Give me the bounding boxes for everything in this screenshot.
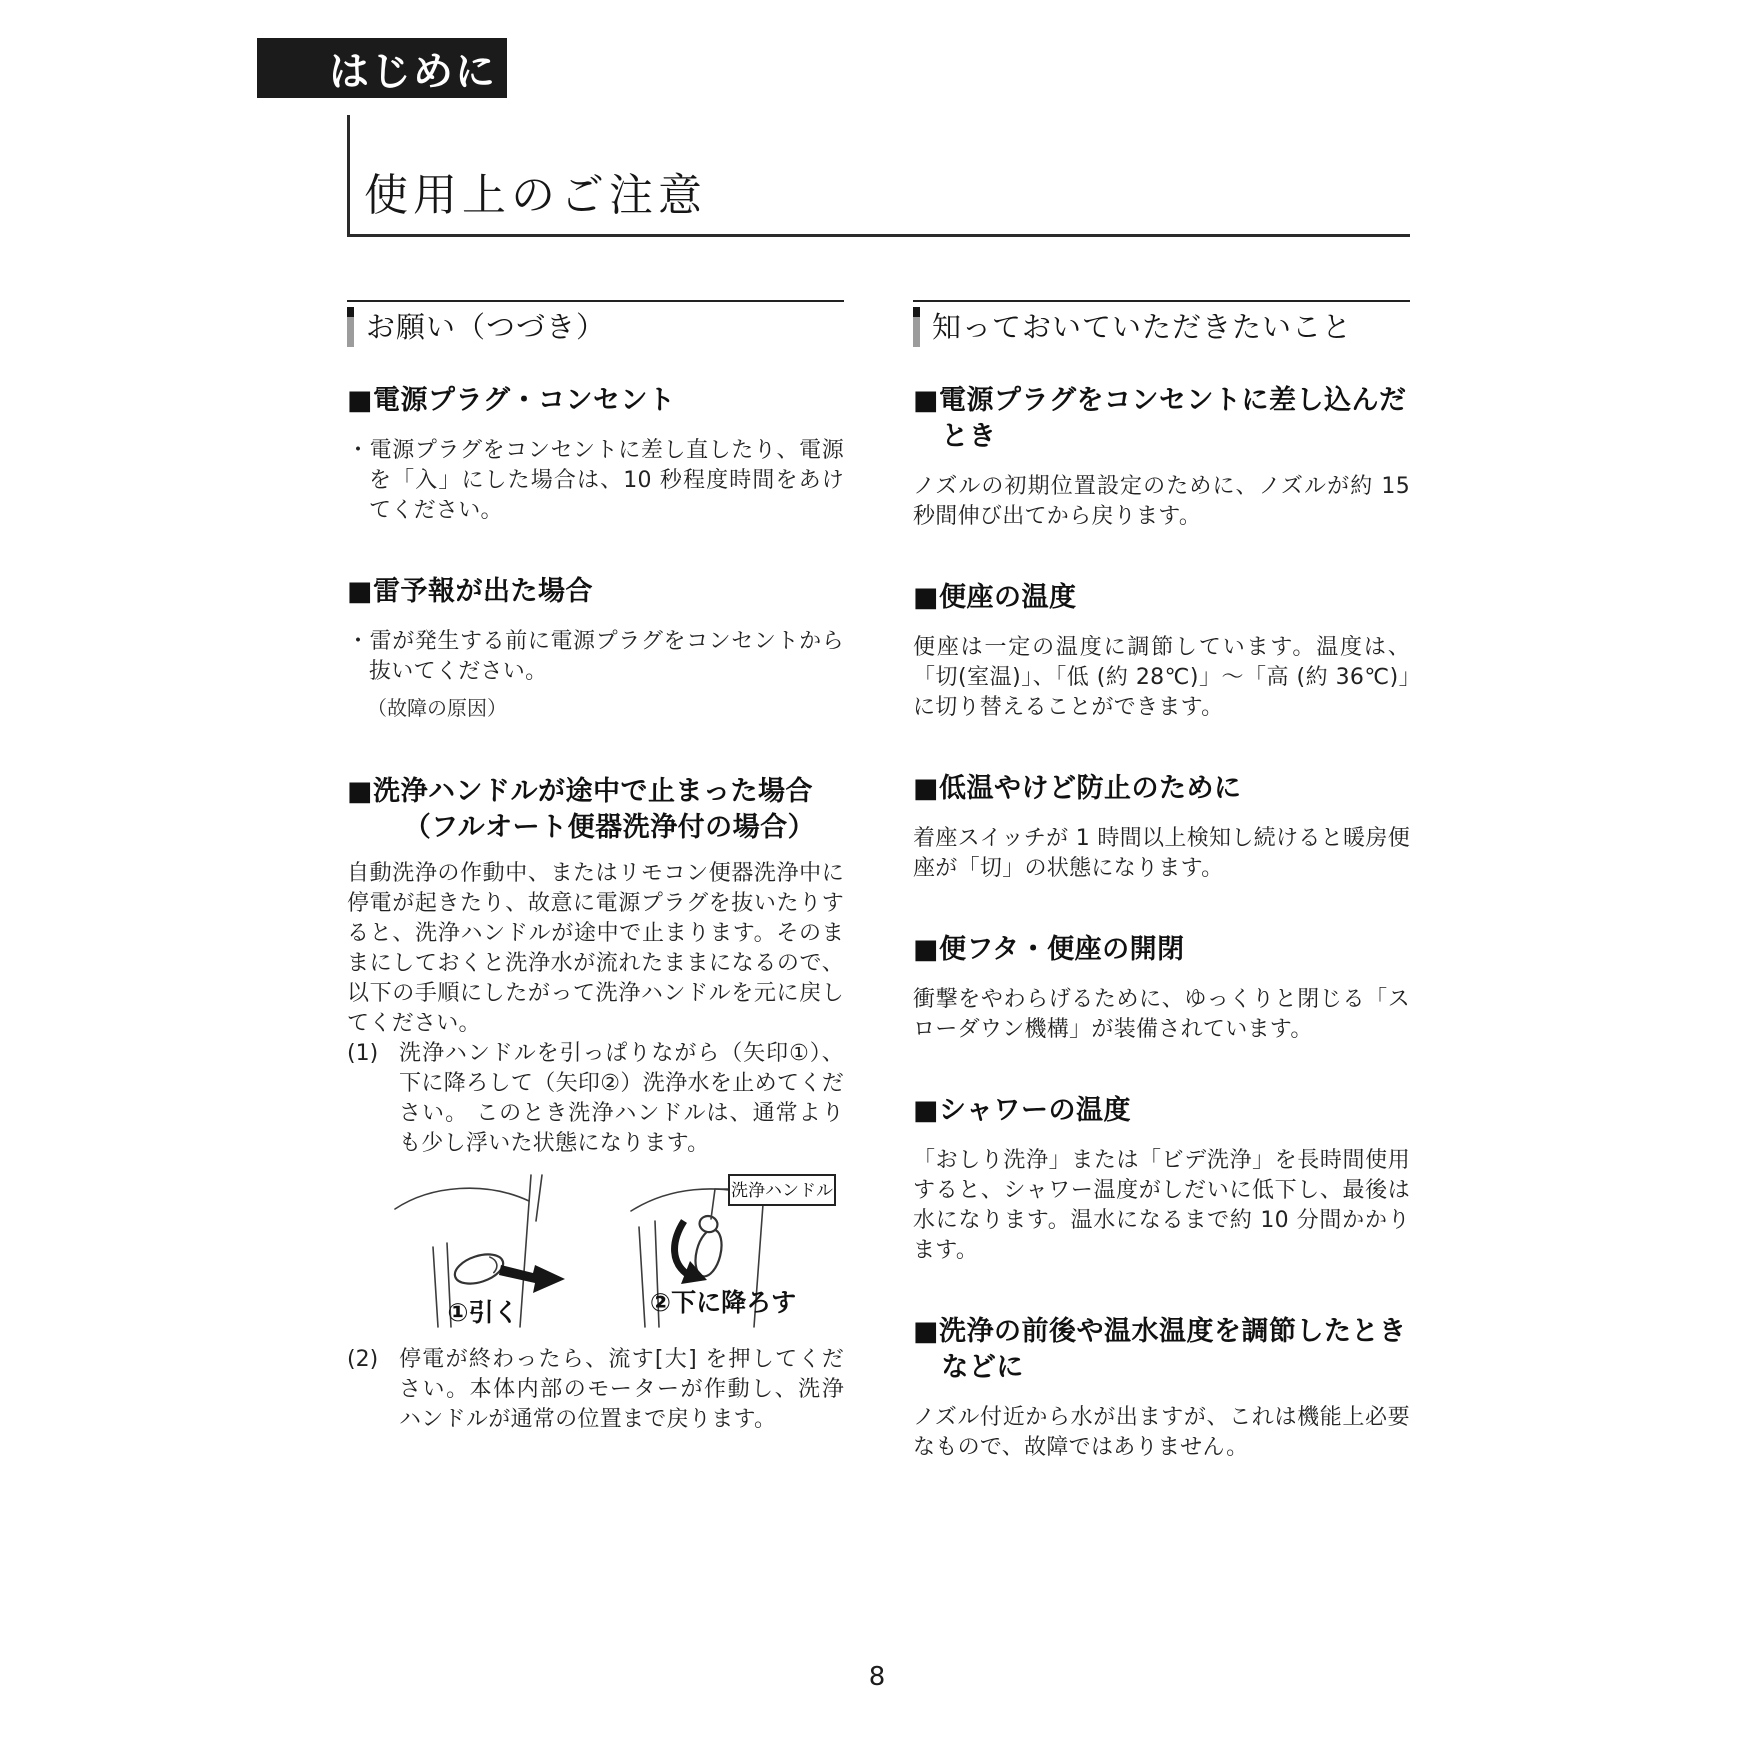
left-column-header-text: お願い（つづき） xyxy=(366,310,607,344)
header-accent-bar xyxy=(913,307,920,347)
step-1-number: (1) xyxy=(347,1041,379,1066)
right-column-header-text: 知っておいていただきたいこと xyxy=(932,310,1353,344)
section-title-lid-seat: ■便フタ・便座の開閉 xyxy=(913,934,1185,965)
section-title-wash-handle-line2: （フルオート便器洗浄付の場合） xyxy=(403,812,816,843)
section-body-before-after-wash: ノズル付近から水が出ますが、これは機能上必要なもので、故障ではありません。 xyxy=(913,1405,1410,1460)
step-2-number: (2) xyxy=(347,1347,379,1372)
page-number: 8 xyxy=(868,1662,886,1692)
step-1-text: 洗浄ハンドルを引っぱりながら（矢印①）、下に降ろして（矢印②）洗浄水を止めてください。 このとき洗浄ハンドルは、通常よりも少し浮いた状態になります。 xyxy=(399,1041,844,1156)
section-body-low-temp-burn: 着座スイッチが 1 時間以上検知し続けると暖房便座が「切」の状態になります。 xyxy=(913,826,1410,881)
label-pull: ①引く xyxy=(447,1298,519,1327)
chapter-tab xyxy=(257,38,507,98)
section-body-power-plug: ・電源プラグをコンセントに差し直したり、電源を「入」にした場合は、10 秒程度時間をあけてください。 xyxy=(347,438,844,523)
section-body-plug-inserted: ノズルの初期位置設定のために、ノズルが約 15 秒間伸び出てから戻ります。 xyxy=(913,474,1410,529)
right-column xyxy=(913,300,1410,1463)
rotate-down-arrow-icon xyxy=(675,1221,687,1274)
section-body-lid-seat: 衝撃をやわらげるために、ゆっくりと閉じる「スローダウン機構」が装備されています。 xyxy=(913,987,1410,1042)
section-note-lightning: （故障の原因） xyxy=(367,696,507,720)
section-title-plug-inserted: ■電源プラグをコンセントに差し込んだとき xyxy=(913,385,1407,452)
illustration-pull-handle xyxy=(395,1175,565,1327)
chapter-tab-label: はじめに xyxy=(329,48,497,95)
left-column xyxy=(347,300,844,1435)
section-body-seat-temp: 便座は一定の温度に調節しています。温度は、「切(室温)」、「低 (約 28℃)」〜「高 (約 36℃)」に切り替えることができます。 xyxy=(913,635,1410,720)
section-title-wash-handle xyxy=(347,774,844,846)
section-title-low-temp-burn: ■低温やけど防止のために xyxy=(913,773,1242,804)
page-title: 使用上のご注意 xyxy=(364,170,707,221)
step-1 xyxy=(347,1039,844,1159)
section-body-wash-handle: 自動洗浄の作動中、またはリモコン便器洗浄中に停電が起きたり、故意に電源プラグを抜いたりすると、洗浄ハンドルが途中で止まります。そのままにしておくと洗浄水が流れたままになるので、以下の手順にしたがって洗浄ハンドルを元に戻してください。 xyxy=(347,861,844,1036)
left-column-header xyxy=(347,300,844,347)
pull-arrow-icon xyxy=(499,1265,565,1293)
wash-handle-illustration xyxy=(381,1169,841,1329)
handle-shape xyxy=(451,1249,507,1289)
section-title-lightning: ■雷予報が出た場合 xyxy=(347,576,594,607)
right-column-header xyxy=(913,300,1410,347)
callout-label: 洗浄ハンドル xyxy=(731,1181,833,1201)
section-body-lightning: ・雷が発生する前に電源プラグをコンセントから抜いてください。 xyxy=(347,629,844,684)
section-title-seat-temp: ■便座の温度 xyxy=(913,582,1077,613)
section-title-wash-handle-line1: ■洗浄ハンドルが途中で止まった場合 xyxy=(347,776,814,807)
header-accent-bar xyxy=(347,307,354,347)
step-2 xyxy=(347,1345,844,1435)
page-title-block xyxy=(347,115,1410,237)
label-lower: ②下に降ろす xyxy=(649,1288,797,1317)
section-title-shower-temp: ■シャワーの温度 xyxy=(913,1095,1131,1126)
section-body-shower-temp: 「おしり洗浄」または「ビデ洗浄」を長時間使用すると、シャワー温度がしだいに低下し、最後は水になります。温水になるまで約 10 分間かかります。 xyxy=(913,1148,1410,1263)
section-title-before-after-wash: ■洗浄の前後や温水温度を調節したときなどに xyxy=(913,1316,1407,1383)
section-title-power-plug: ■電源プラグ・コンセント xyxy=(347,385,676,416)
illustration-lower-handle xyxy=(631,1175,835,1327)
step-2-text: 停電が終わったら、流す[大] を押してください。本体内部のモーターが作動し、洗浄ハンドルが通常の位置まで戻ります。 xyxy=(399,1347,844,1432)
wash-handle-diagram xyxy=(381,1169,844,1333)
